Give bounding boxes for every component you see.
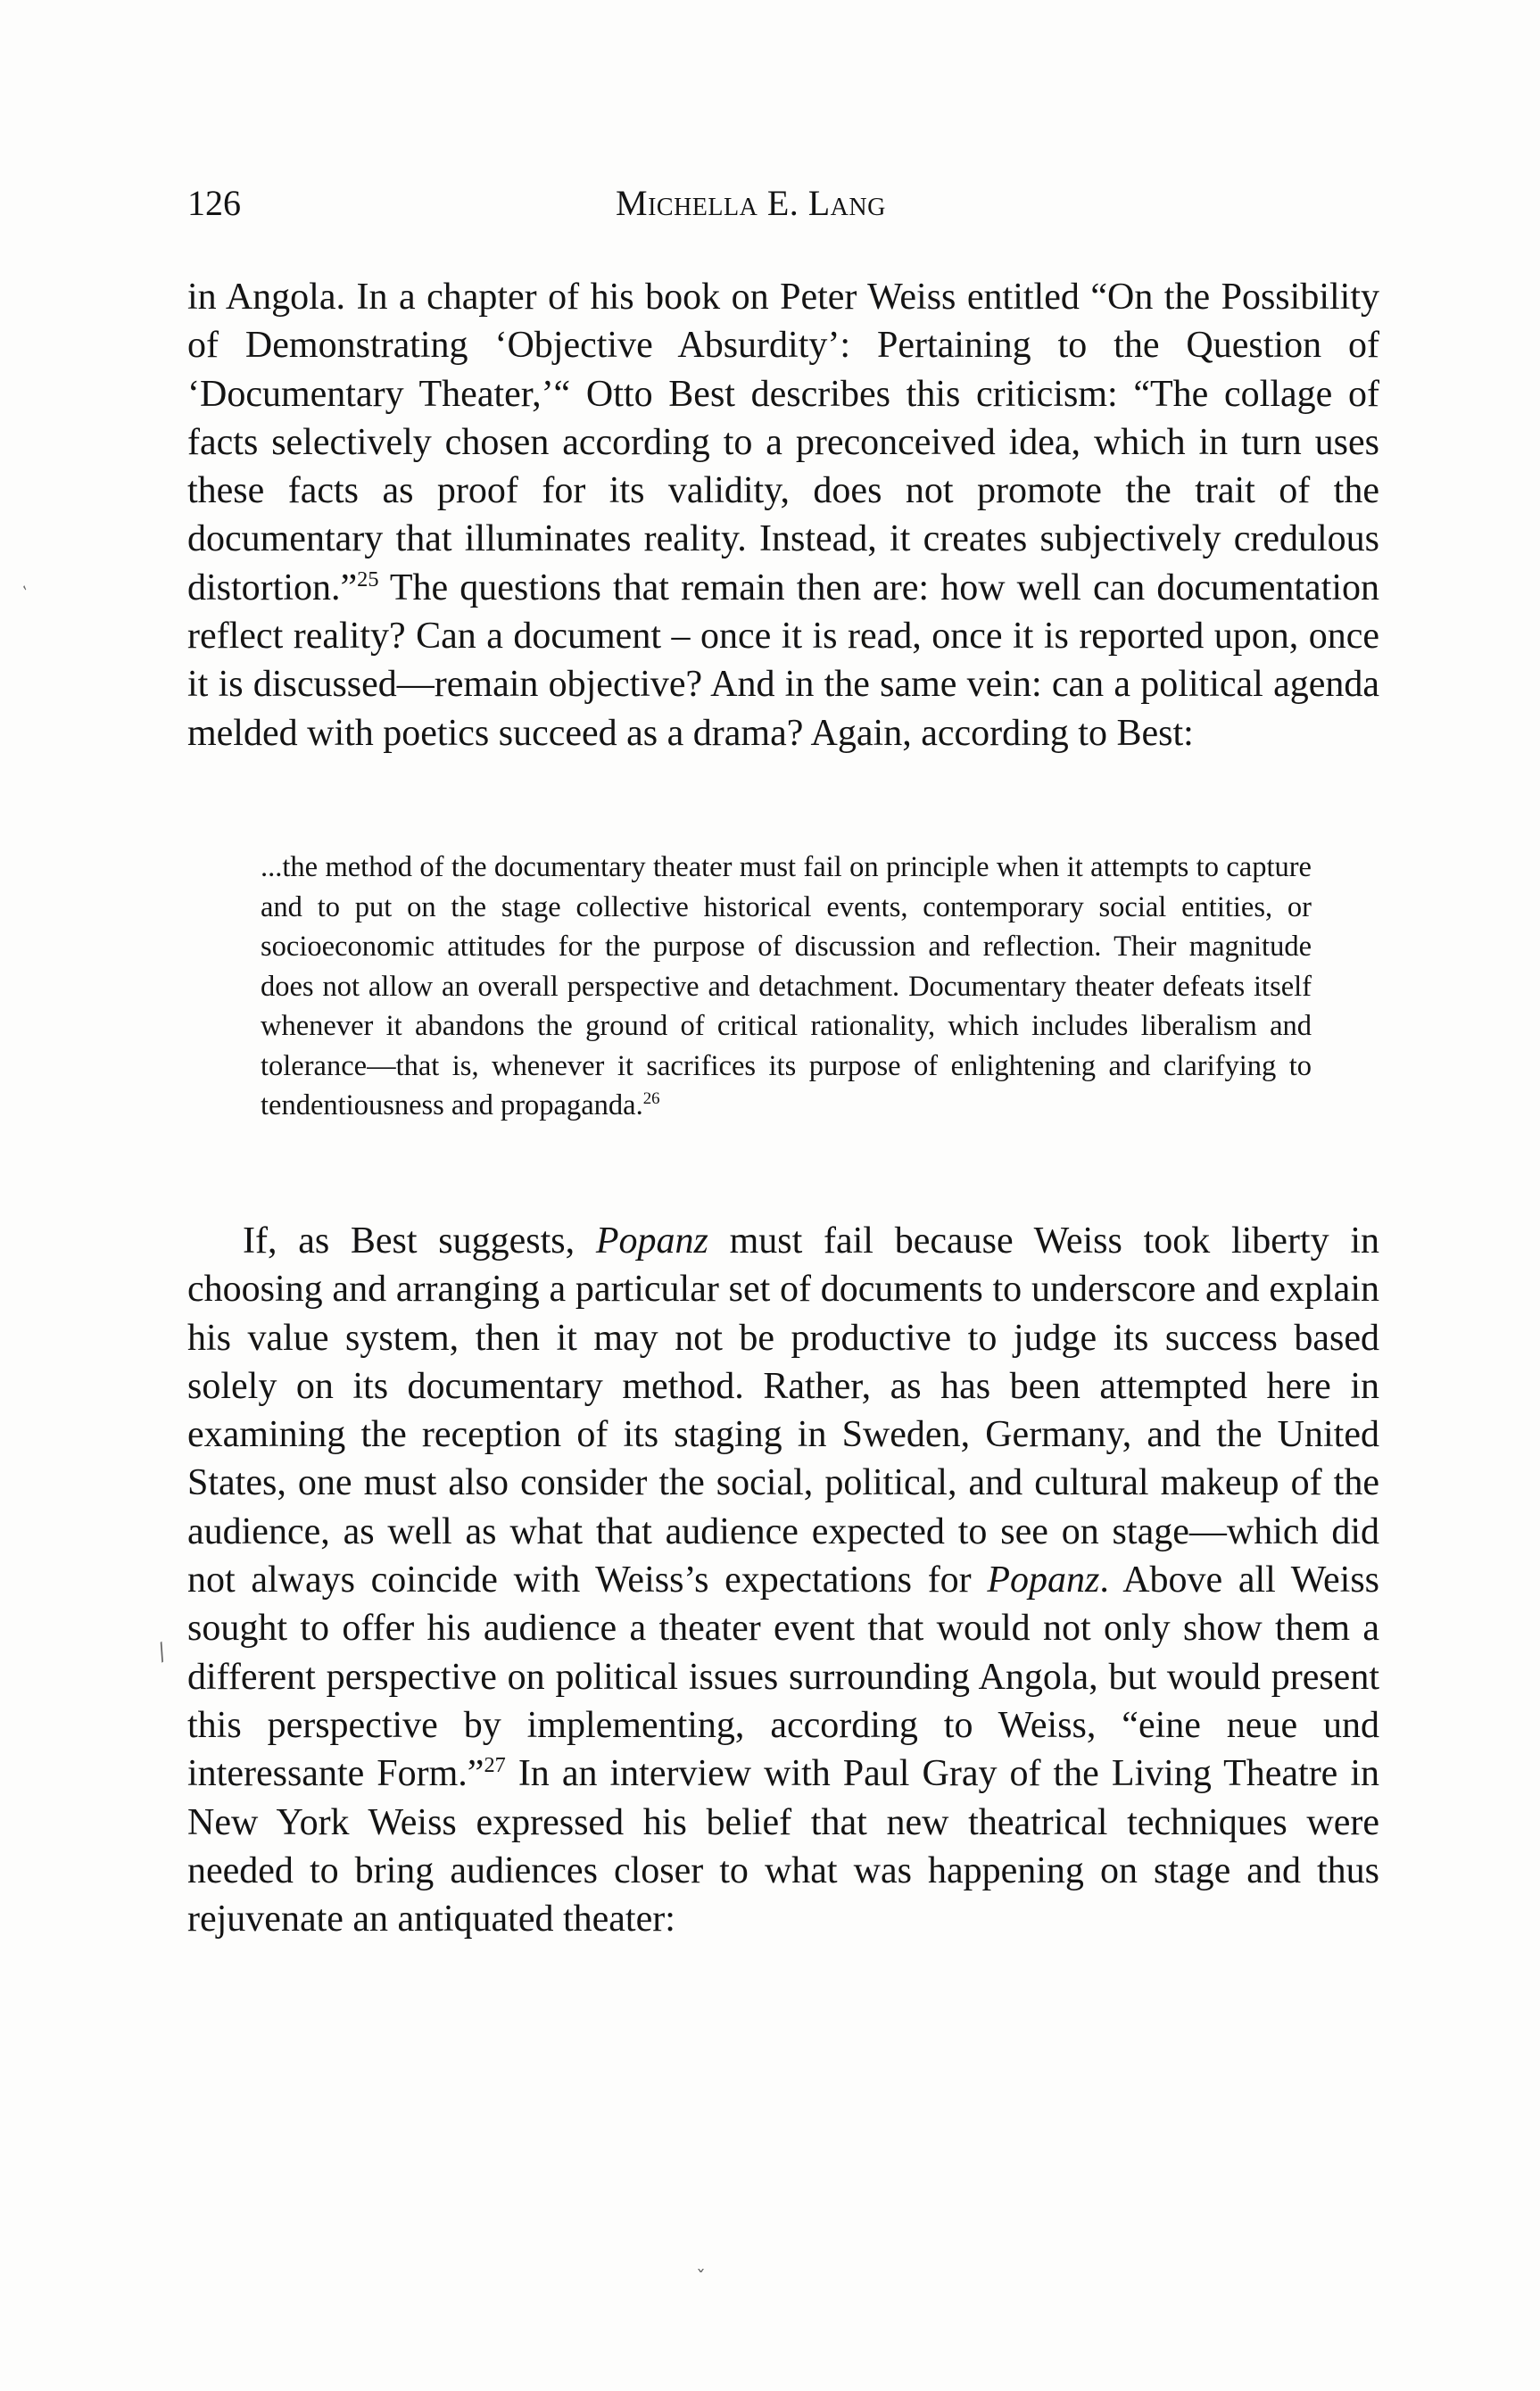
footnote-ref-26[interactable]: 26 — [642, 1089, 660, 1109]
margin-pencil-mark: ′ — [20, 583, 42, 599]
paragraph-2-text-1: If, as Best suggests, — [243, 1220, 596, 1262]
work-title-popanz: Popanz — [595, 1220, 708, 1262]
paragraph-1 — [187, 273, 1379, 757]
paragraph-2-text-4: In an interview with Paul Gray of the Living Theatre in New York Weiss expressed his belief that new theatrical techniques were needed to bring audiences closer to what was happening on stage and thus rejuvenate an antiquated theater: — [187, 1753, 1380, 1940]
bottom-scan-mark: ˇ — [696, 2268, 706, 2290]
paragraph-1-text-2: The questions that remain then are: how well can documentation reflect reality? Can a document – once it is read, once it is reported upon, once it is discussed—remain objective? And in the same vein: can a political agenda melded with poetics succeed as a drama? Again, according to Best: — [187, 567, 1379, 754]
block-quote — [261, 848, 1312, 1126]
paragraph-2-text-2: must fail because Weiss took liberty in choosing and arranging a particular set of documents to underscore and explain his value system, then it may not be productive to judge its success based solely on its documentary method. Rather, as has been attempted here in examining the reception of its staging in Sweden, Germany, and the United States, one must also consider the social, political, and cultural makeup of the audience, as well as what that audience expected to see on stage—which did not always coincide with Weiss’s expectations for — [187, 1220, 1379, 1601]
page-number: 126 — [187, 183, 241, 223]
block-quote-text: ...the method of the documentary theater must fail on principle when it attempts to capture and to put on the stage collective historical events, contemporary social entities, or socioeconomic attitudes for the purpose of discussion and reflection. Their magnitude does not allow an overall perspective and detachment. Documentary theater defeats itself whenever it abandons the ground of critical rationality, which includes liberalism and tolerance—that is, whenever it sacrifices its purpose of enlightening and clarifying to tendentiousness and propaganda. — [261, 851, 1312, 1121]
margin-pencil-mark: ⁄ — [153, 1641, 172, 1666]
paragraph-2 — [187, 1217, 1379, 1943]
work-title-popanz: Popanz — [987, 1560, 1100, 1601]
footnote-ref-25[interactable]: 25 — [357, 567, 379, 592]
running-head-author: Michella E. Lang — [616, 183, 886, 223]
paragraph-1-text-1: in Angola. In a chapter of his book on Peter Weiss entitled “On the Possibility of Demonstrating ‘Objective Absurdity’: Pertaining to the Question of ‘Documentary Theater,’“ Otto Best describes this criticism: “The collage of facts selectively chosen according to a preconceived idea, which in turn uses these facts as proof for its validity, does not promote the trait of the documentary that illuminates reality. Instead, it creates subjectively credulous distortion.” — [187, 277, 1379, 608]
running-head — [187, 177, 1387, 230]
footnote-ref-27[interactable]: 27 — [484, 1753, 506, 1778]
paragraph-2-text-3: . Above all Weiss sought to offer his audience a theater event that would not only show them a different perspective on political issues surrounding Angola, but would present this perspective by implementing, according to Weiss, “eine neue und interessante Form.” — [187, 1560, 1380, 1795]
